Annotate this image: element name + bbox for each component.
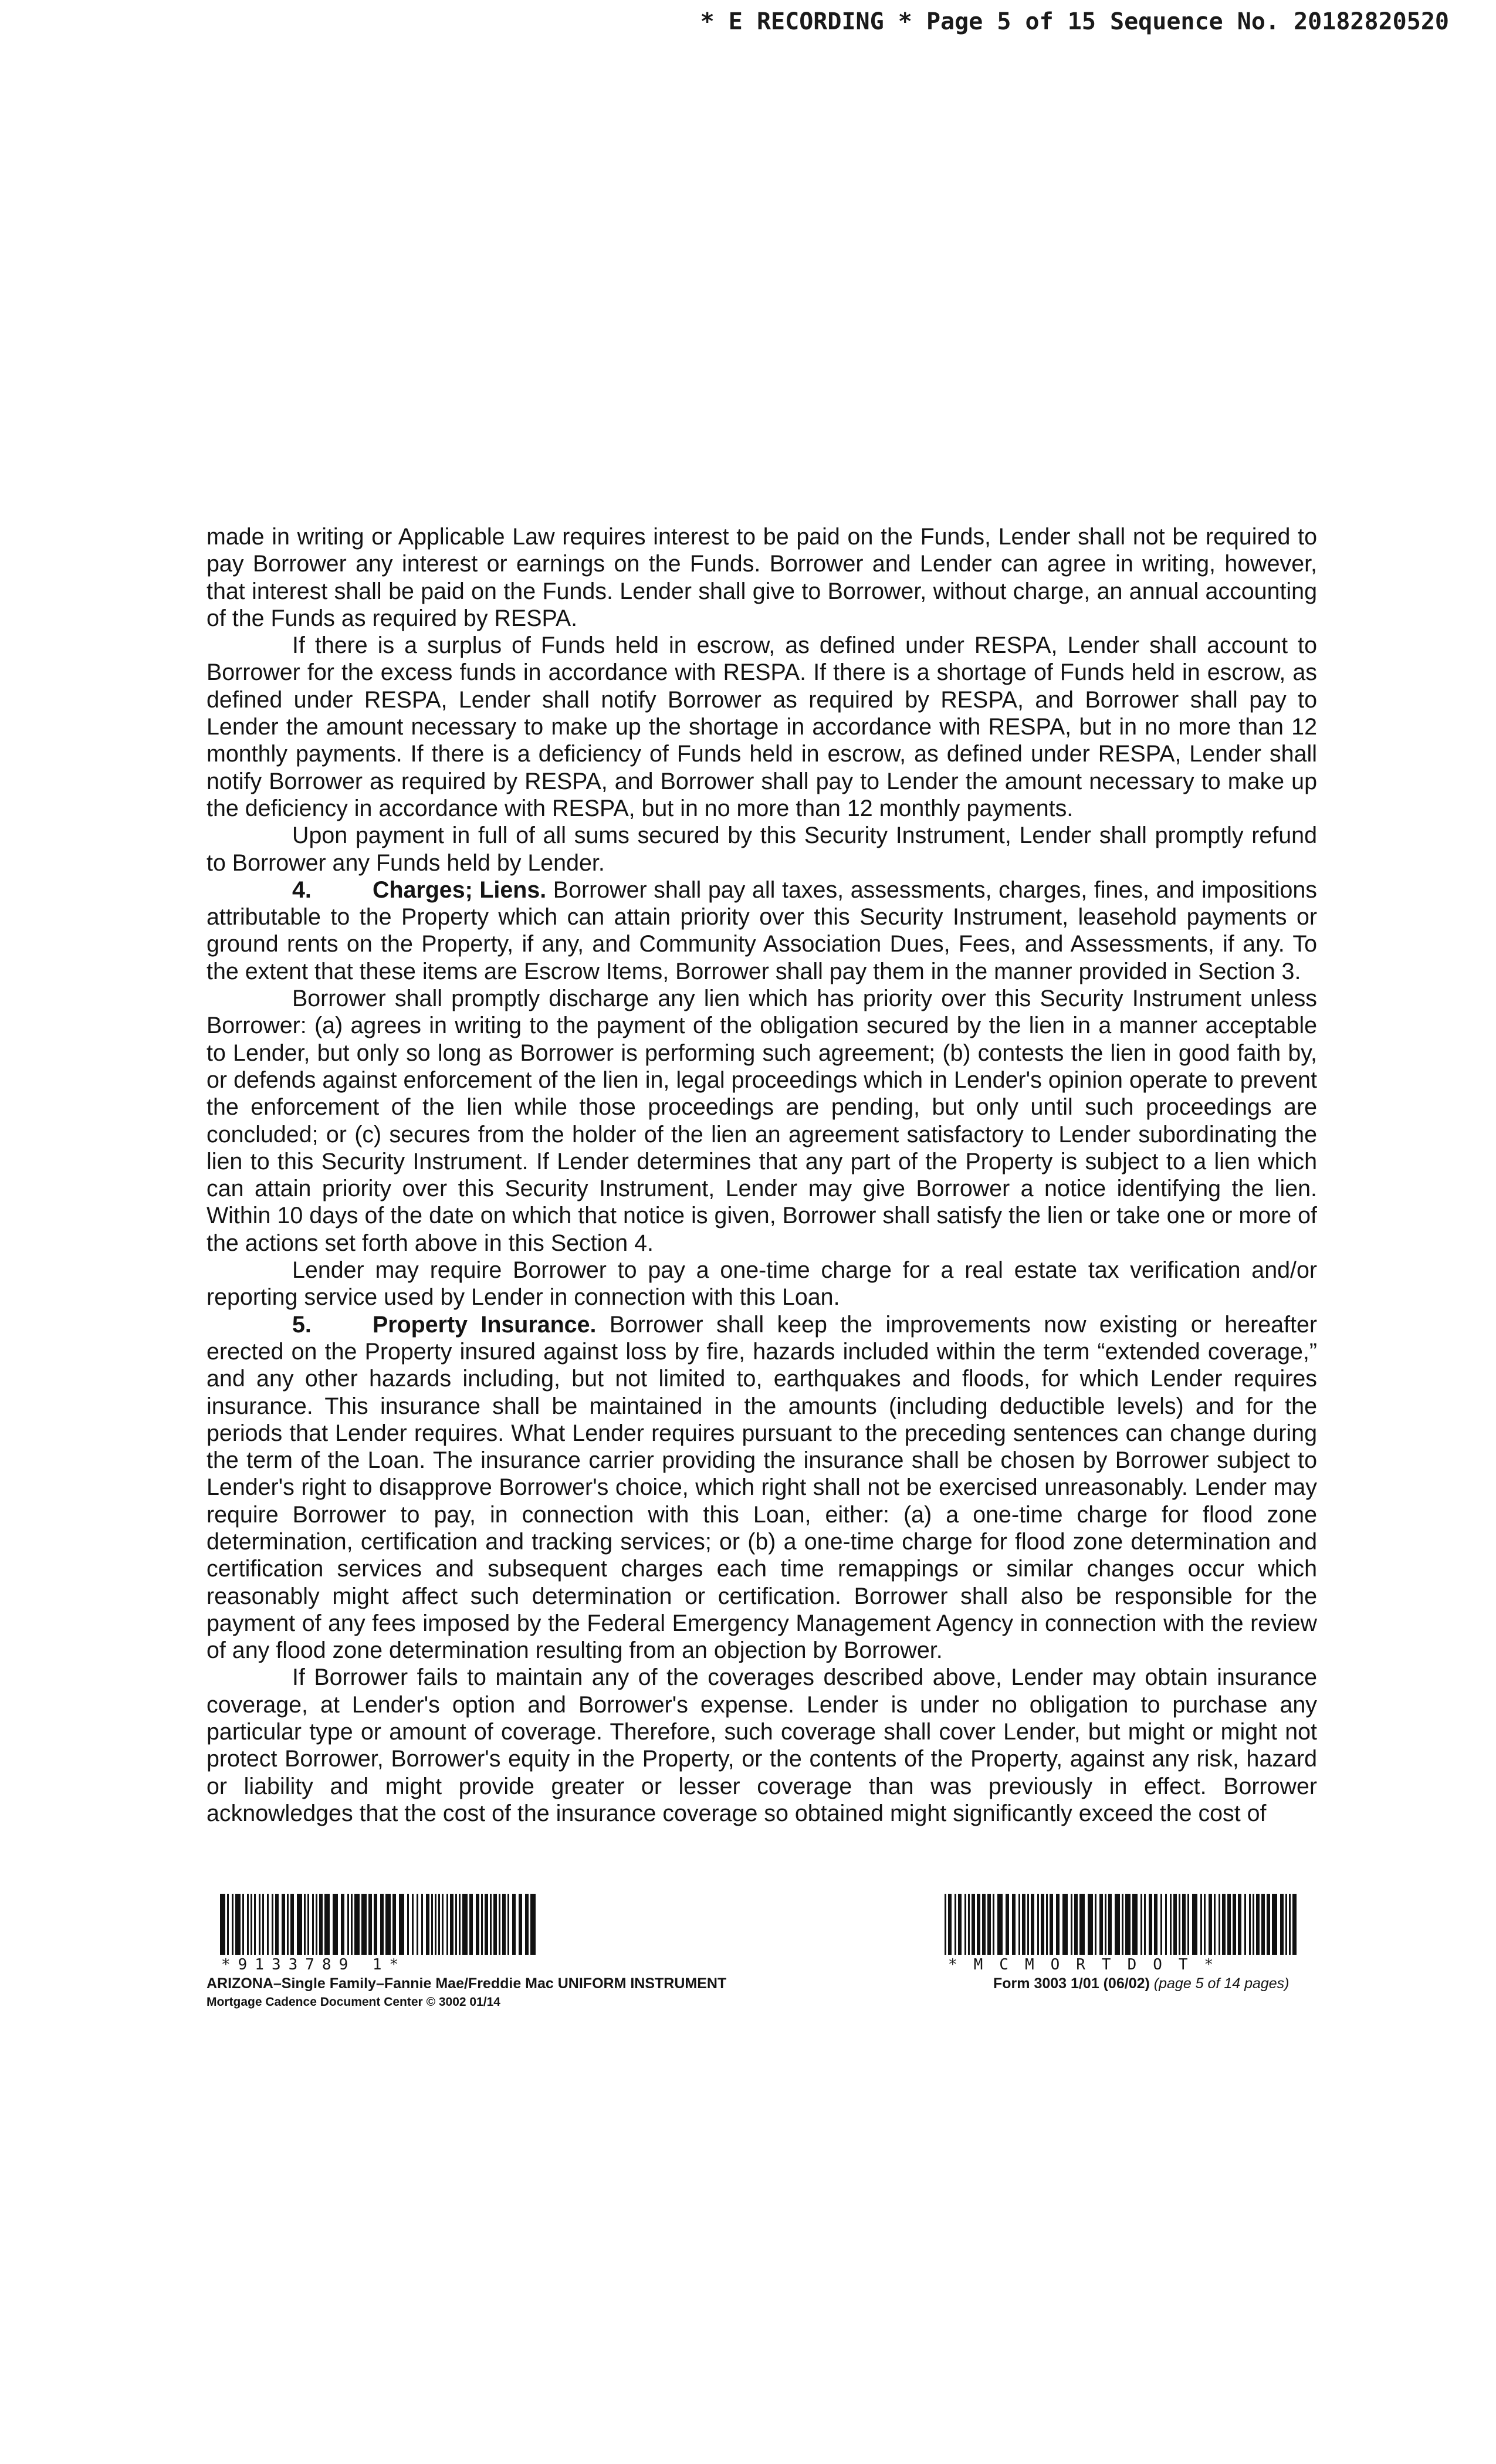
document-body bbox=[207, 523, 1317, 1827]
paragraph-tax-verification: Lender may require Borrower to pay a one-time charge for a real estate tax verification and/or reporting service used by Lender in connection with this Loan. bbox=[207, 1257, 1317, 1311]
right-footer bbox=[945, 1894, 1297, 1972]
left-footer bbox=[220, 1894, 537, 1972]
section-4-number: 4. bbox=[292, 876, 312, 903]
paragraph-funds-interest: made in writing or Applicable Law requires interest to be paid on the Funds, Lender shall not be required to pay Borrower any interest or earnings on the Funds. Borrower and Lender can agree in writing, however, that interest shall be paid on the Funds. Lender shall give to Borrower, without charge, an annual accounting of the Funds as required by RESPA. bbox=[207, 524, 1317, 631]
form-number-line bbox=[993, 1975, 1289, 1993]
page-count: (page 5 of 14 pages) bbox=[1153, 1975, 1289, 1992]
section-5-text: Borrower shall keep the improvements now existing or hereafter erected on the Property insured against loss by fire, hazards included within the term “extended coverage,” and any other hazards including, but not limited to, earthquakes and floods, for which Lender requires insurance. This insurance shall be maintained in the amounts (including deductible levels) and for the periods that Lender requires. What Lender requires pursuant to the preceding sentences can change during the term of the Loan. The insurance carrier providing the insurance shall be chosen by Borrower subject to Lender's right to disapprove Borrower's choice, which right shall not be exercised unreasonably. Lender may require Borrower to pay, in connection with this Loan, either: (a) a one-time charge for flood zone determination, certification and tracking services; or (b) a one-time charge for flood zone determination and certification services and subsequent charges each time remappings or similar changes occur which reasonably might affect such determination or certification. Borrower shall also be responsible for the payment of any fees imposed by the Federal Emergency Management Agency in connection with the review of any flood zone determination resulting from an objection by Borrower. bbox=[207, 1311, 1317, 1664]
form-title: ARIZONA–Single Family–Fannie Mae/Freddie Mac UNIFORM INSTRUMENT bbox=[207, 1975, 727, 1992]
section-4-charges-liens bbox=[207, 876, 1317, 985]
document-center-line: Mortgage Cadence Document Center © 3002 01/14 bbox=[207, 1995, 500, 2009]
section-5-property-insurance bbox=[207, 1311, 1317, 1664]
paragraph-lien-discharge: Borrower shall promptly discharge any lien which has priority over this Security Instrument unless Borrower: (a) agrees in writing to the payment of the obligation secured by the lien in a manner acceptable to Lender, but only so long as Borrower is performing such agreement; (b) contests the lien in good faith by, or defends against enforcement of the lien in, legal proceedings which in Lender's opinion operate to prevent the enforcement of the lien while those proceedings are pending, but only until such proceedings are concluded; or (c) secures from the holder of the lien an agreement satisfactory to Lender subordinating the lien to this Security Instrument. If Lender determines that any part of the Property is subject to a lien which can attain priority over this Security Instrument, Lender may give Borrower a notice identifying the lien. Within 10 days of the date on which that notice is given, Borrower shall satisfy the lien or take one or more of the actions set forth above in this Section 4. bbox=[207, 986, 1317, 1256]
recording-header: * E RECORDING * Page 5 of 15 Sequence No. 20182820520 bbox=[700, 8, 1449, 35]
form-number: Form 3003 1/01 (06/02) bbox=[993, 1975, 1154, 1992]
left-barcode-text: *9133789 1* bbox=[221, 1956, 407, 1974]
left-barcode bbox=[220, 1894, 537, 1957]
section-4-title: Charges; Liens. bbox=[373, 876, 547, 903]
section-5-title: Property Insurance. bbox=[373, 1311, 597, 1338]
paragraph-escrow-surplus: If there is a surplus of Funds held in escrow, as defined under RESPA, Lender shall account to Borrower for the excess funds in accordance with RESPA. If there is a shortage of Funds held in escrow, as defined under RESPA, Lender shall notify Borrower as required by RESPA, and Borrower shall pay to Lender the amount necessary to make up the shortage in accordance with RESPA, but in no more than 12 monthly payments. If there is a deficiency of Funds held in escrow, as defined under RESPA, Lender shall notify Borrower as required by RESPA, and Borrower shall pay to Lender the amount necessary to make up the deficiency in accordance with RESPA, but in no more than 12 monthly payments. bbox=[207, 632, 1317, 821]
section-5-number: 5. bbox=[292, 1311, 312, 1338]
right-barcode-text: *MCMORTDOT* bbox=[948, 1956, 1230, 1974]
paragraph-coverage-failure: If Borrower fails to maintain any of the coverages described above, Lender may obtain insurance coverage, at Lender's option and Borrower's expense. Lender is under no obligation to purchase any particular type or amount of coverage. Therefore, such coverage shall cover Lender, but might or might not protect Borrower, Borrower's equity in the Property, or the contents of the Property, against any risk, hazard or liability and might provide greater or lesser coverage than was previously in effect. Borrower acknowledges that the cost of the insurance coverage so obtained might significantly exceed the cost of bbox=[207, 1664, 1317, 1826]
paragraph-refund: Upon payment in full of all sums secured by this Security Instrument, Lender shall promptly refund to Borrower any Funds held by Lender. bbox=[207, 823, 1317, 876]
right-barcode bbox=[945, 1894, 1297, 1957]
section-4-text: Borrower shall pay all taxes, assessments, charges, fines, and impositions attributable to the Property which can attain priority over this Security Instrument, leasehold payments or ground rents on the Property, if any, and Community Association Dues, Fees, and Assessments, if any. To the extent that these items are Escrow Items, Borrower shall pay them in the manner provided in Section 3. bbox=[207, 876, 1317, 984]
